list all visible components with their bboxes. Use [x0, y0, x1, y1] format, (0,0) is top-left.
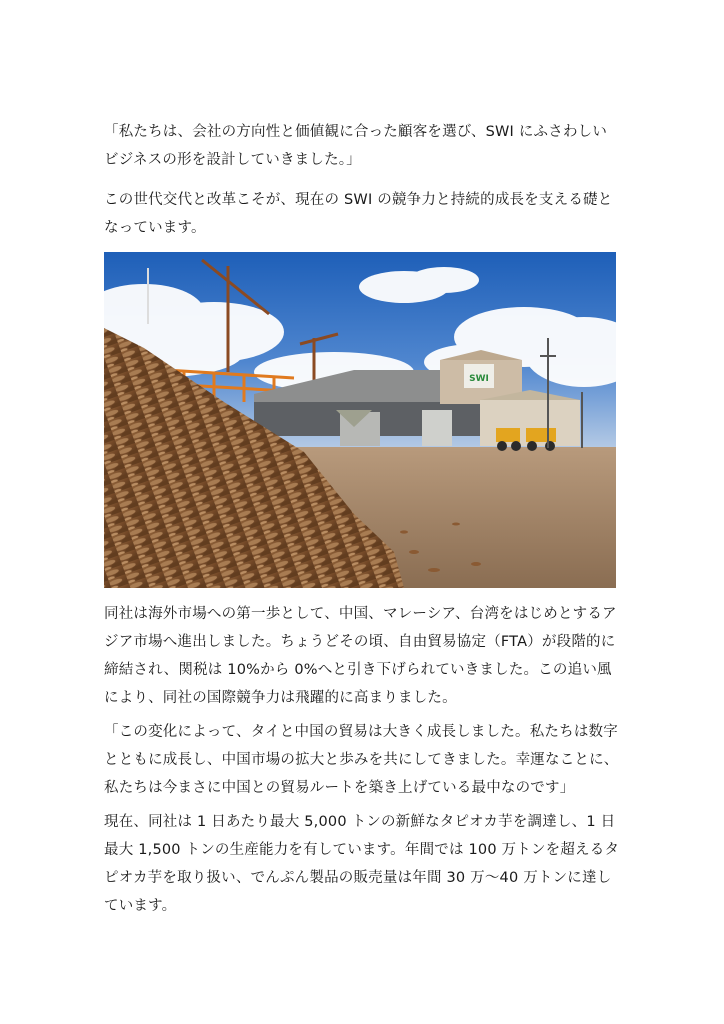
quote-paragraph-1: 「私たちは、会社の方向性と価値観に合った顧客を選び、SWI にふさわしいビジネスの形を設計していきました。」 [104, 124, 608, 168]
quote-paragraph-2: 「この変化によって、タイと中国の貿易は大きく成長しました。私たちは数字とともに成長し、中国市場の拡大と歩みを共にしてきました。幸運なことに、私たちは今まさに中国との貿易ルートを築き上げている最中なのです」 [104, 724, 619, 796]
body-paragraph-2: 同社は海外市場への第一歩として、中国、マレーシア、台湾をはじめとするアジア市場へ進出しました。ちょうどその頃、自由貿易協定（FTA）が段階的に締結され、関税は 10%から 0%へと引き下げられていきました。この追い風により、同社の国際競争力は飛躍的に高まりました。 [104, 606, 617, 706]
swi-sign-label: SWI [469, 374, 489, 384]
body-paragraph-1: この世代交代と改革こそが、現在の SWI の競争力と持続的成長を支える礎となっています。 [104, 192, 613, 236]
body-paragraph-3: 現在、同社は 1 日あたり最大 5,000 トンの新鮮なタピオカ芋を調達し、1 日最大 1,500 トンの生産能力を有しています。年間では 100 万トンを超えるタピオカ芋を取り扱い、でんぷん製品の販売量は年間 30 万〜40 万トンに達しています。 [104, 814, 620, 914]
factory-photo [104, 252, 616, 588]
factory-photo-illustration [104, 252, 616, 588]
